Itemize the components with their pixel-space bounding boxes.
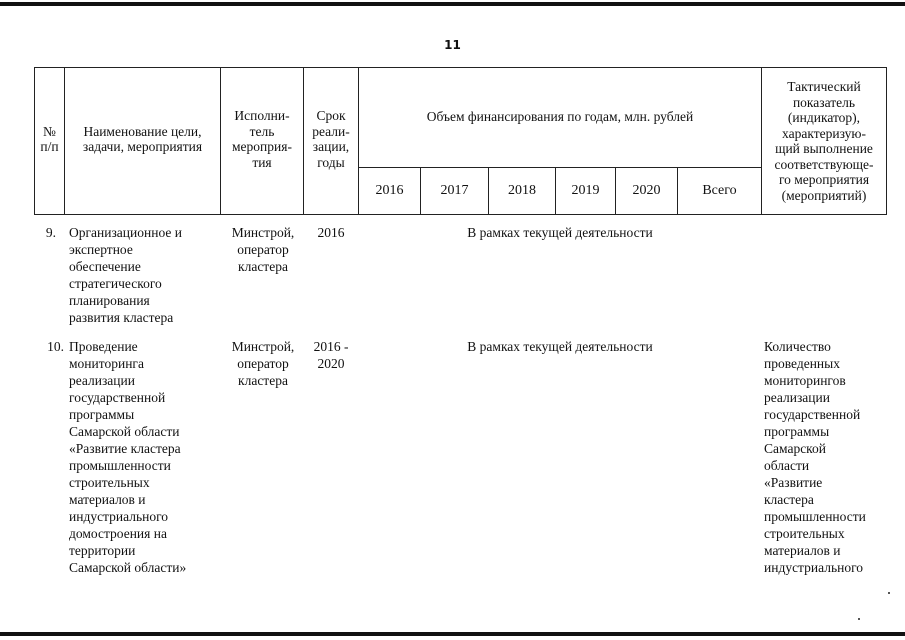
- row-num: 10.: [47, 339, 64, 354]
- header-year-2017: 2017: [440, 183, 469, 199]
- top-rule: [0, 2, 905, 6]
- header-year-2019: 2019: [571, 183, 600, 199]
- header-year-total: Всего: [702, 183, 737, 199]
- header-year-2020: 2020: [632, 183, 661, 199]
- row-financing: В рамках текущей деятельности: [467, 225, 653, 240]
- row-term: 2016 - 2020: [313, 339, 349, 371]
- header-year-2016: 2016: [375, 183, 404, 199]
- header-executor: Исполни- тель мероприя- тия: [232, 108, 292, 170]
- row-indicator: Количество проведенных мониторингов реализации государственной программы Самарской области «Развитие кластера промышленности строительных материалов и индустриального: [764, 339, 866, 575]
- header-year-2018: 2018: [508, 183, 536, 199]
- row-financing: В рамках текущей деятельности: [467, 339, 653, 354]
- scan-speck: [858, 618, 860, 620]
- row-executor: Минстрой, оператор кластера: [231, 225, 295, 274]
- bottom-rule: [0, 632, 905, 636]
- row-num: 9.: [45, 225, 56, 240]
- page-number: 11: [444, 38, 461, 52]
- row-name: Организационное и экспертное обеспечение стратегического планирования развития кластера: [69, 225, 182, 325]
- header-num: № п/п: [40, 123, 59, 154]
- row-term: 2016: [317, 225, 345, 240]
- table-header: [34, 67, 887, 215]
- header-name: Наименование цели, задачи, мероприятия: [82, 123, 203, 154]
- row-name: Проведение мониторинга реализации государственной программы Самарской области «Развитие кластера промышленности строительных материалов и индустриального домостроения на территории Самарской области»: [69, 339, 187, 575]
- header-financing: Объем финансирования по годам, млн. рублей: [426, 109, 694, 125]
- header-indicator: Тактический показатель (индикатор), характеризую- щий выполнение соответствующе- го мероприятия (мероприятий): [774, 79, 874, 203]
- header-term: Срок реали- зации, годы: [312, 108, 350, 170]
- row-executor: Минстрой, оператор кластера: [231, 339, 295, 388]
- scan-speck: [888, 592, 890, 594]
